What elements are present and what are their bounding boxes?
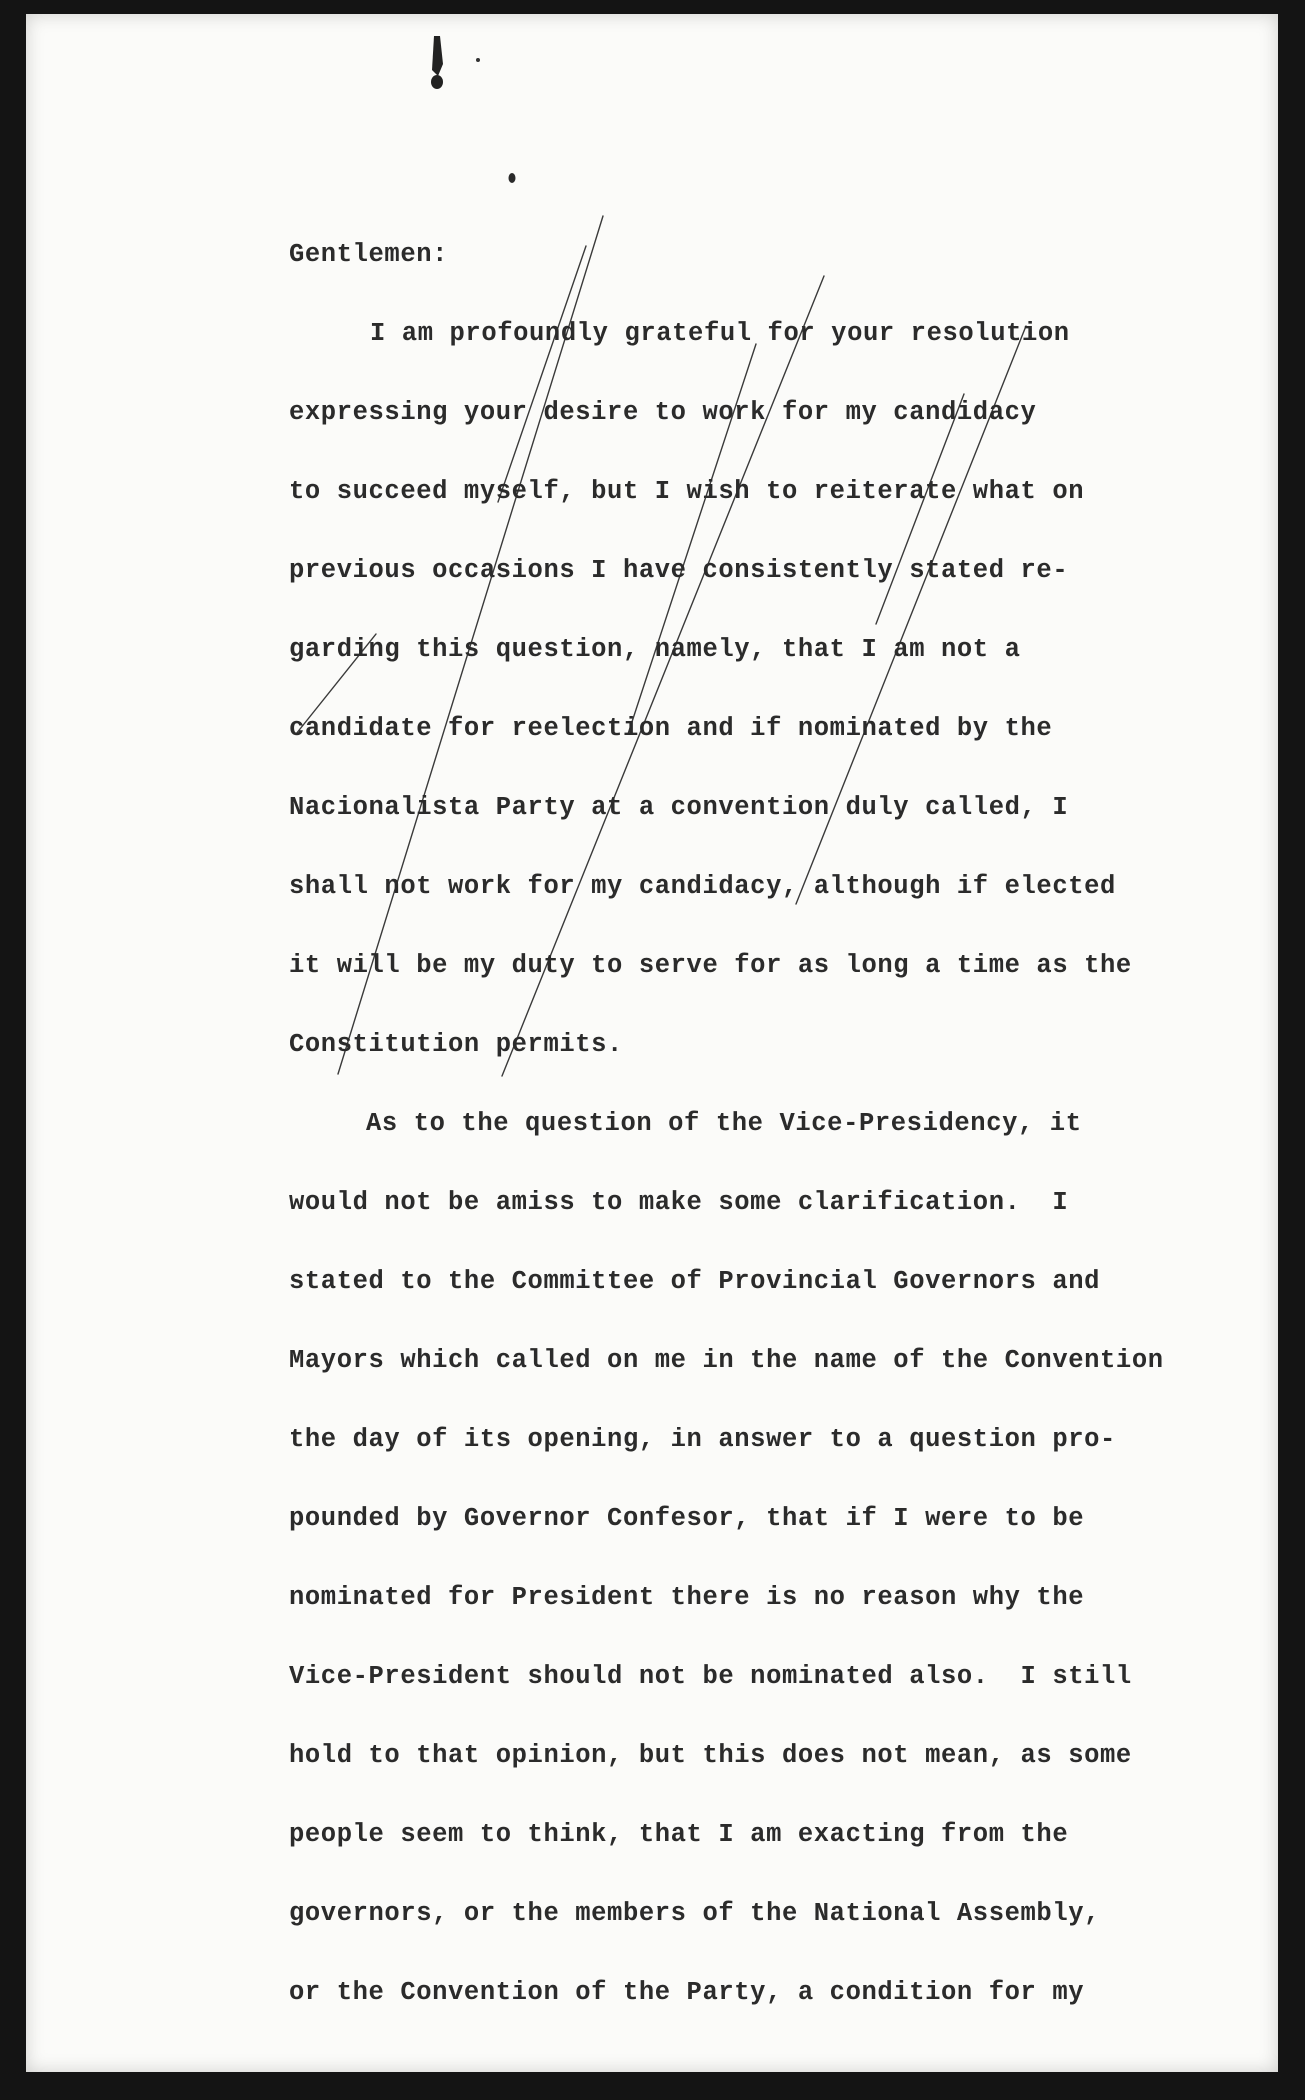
ink-blot-dot <box>431 75 443 89</box>
letter-line-2: expressing your desire to work for my candidacy <box>289 398 1037 427</box>
letter-line-21: governors, or the members of the National Assembly, <box>289 1899 1101 1928</box>
letter-line-4: previous occasions I have consistently stated re- <box>289 556 1069 585</box>
letter-line-3: to succeed myself, but I wish to reiterate what on <box>289 477 1085 506</box>
ink-blot-mark <box>432 36 443 76</box>
letter-line-22: or the Convention of the Party, a condition for my <box>289 1978 1085 2007</box>
letter-line-10: Constitution permits. <box>289 1030 623 1059</box>
letter-line-1: I am profoundly grateful for your resolution <box>370 319 1070 348</box>
letter-line-17: nominated for President there is no reason why the <box>289 1583 1085 1612</box>
letter-line-9: it will be my duty to serve for as long a time as the <box>289 951 1132 980</box>
letter-line-8: shall not work for my candidacy, although if elected <box>289 872 1116 901</box>
ink-speck <box>509 173 516 183</box>
letter-line-7: Nacionalista Party at a convention duly called, I <box>289 793 1069 822</box>
letter-line-6: candidate for reelection and if nominated by the <box>289 714 1053 743</box>
letter-line-14: Mayors which called on me in the name of the Convention <box>289 1346 1164 1375</box>
letter-line-13: stated to the Committee of Provincial Governors and <box>289 1267 1101 1296</box>
ink-speck <box>476 58 480 62</box>
letter-line-5: garding this question, namely, that I am not a <box>289 635 1021 664</box>
letter-line-19: hold to that opinion, but this does not mean, as some <box>289 1741 1132 1770</box>
letter-line-11: As to the question of the Vice-Presidency, it <box>366 1109 1082 1138</box>
letter-line-12: would not be amiss to make some clarification. I <box>289 1188 1069 1217</box>
salutation: Gentlemen: <box>289 240 449 269</box>
paper-sheet <box>26 14 1278 2072</box>
letter-line-16: pounded by Governor Confesor, that if I were to be <box>289 1504 1085 1533</box>
letter-line-18: Vice-President should not be nominated also. I still <box>289 1662 1132 1691</box>
letter-line-15: the day of its opening, in answer to a question pro- <box>289 1425 1116 1454</box>
letter-line-20: people seem to think, that I am exacting from the <box>289 1820 1069 1849</box>
